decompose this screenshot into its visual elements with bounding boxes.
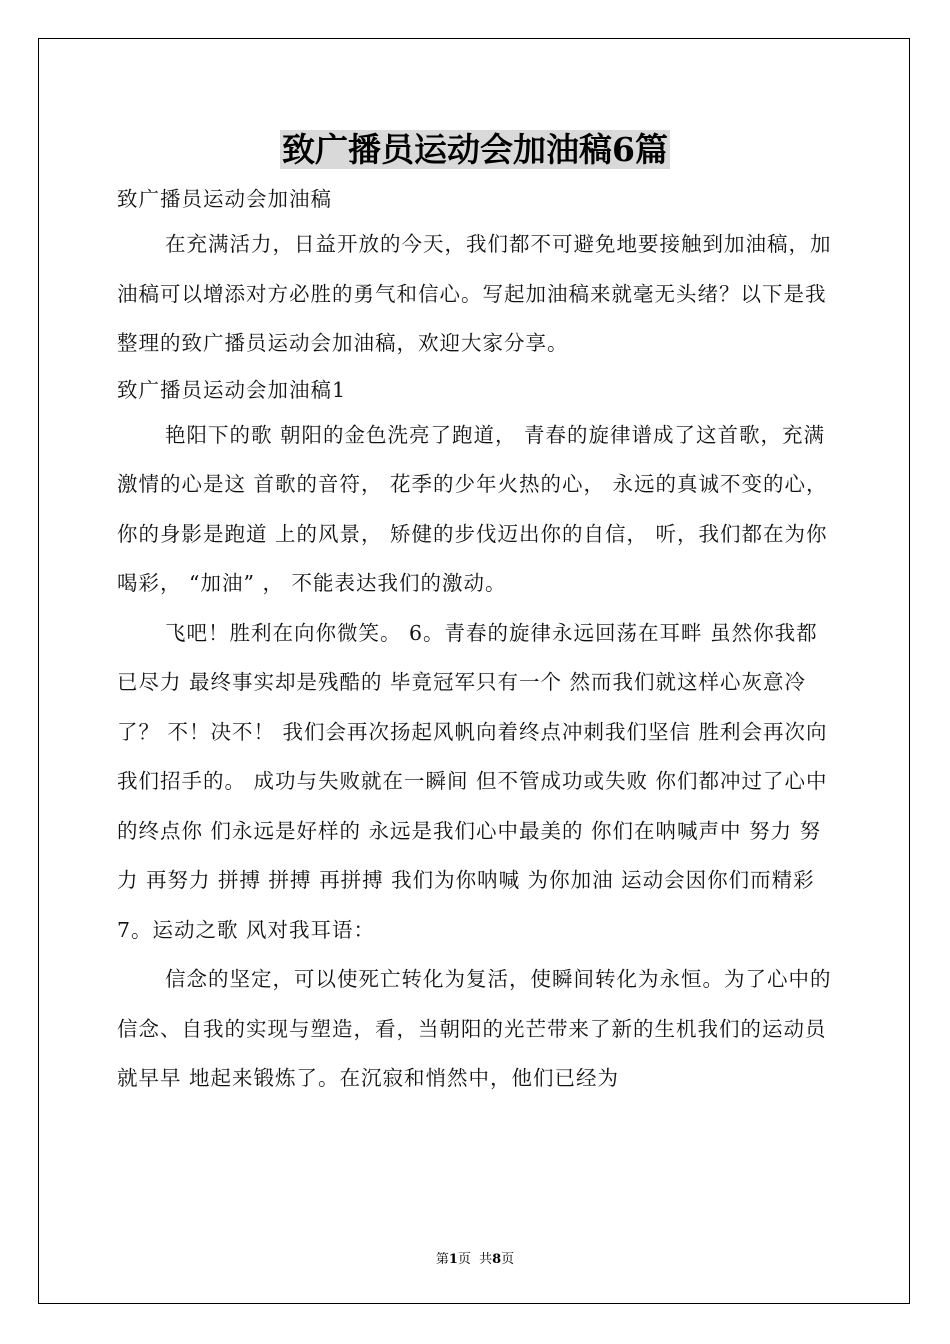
footer-page-suffix: 页 [457, 1252, 471, 1267]
section1-paragraph-1: 艳阳下的歌 朝阳的金色洗亮了跑道， 青春的旋律谱成了这首歌，充满激情的心是这 首歌的音符， 花季的少年火热的心， 永远的真诚不变的心， 你的身影是跑道 上的风景， 矫健的步伐迈出你的自信， 听，我们都在为你喝彩， “加油” ， 不能表达我们的激动。 [117, 422, 828, 595]
document-body [117, 178, 839, 1104]
intro-paragraph: 在充满活力，日益开放的今天，我们都不可避免地要接触到加油稿，加油稿可以增添对方必胜的勇气和信心。写起加油稿来就毫无头绪？以下是我整理的致广播员运动会加油稿，欢迎大家分享。 [117, 232, 832, 355]
footer-total-suffix: 页 [501, 1252, 515, 1267]
footer-page-prefix: 第 [435, 1252, 449, 1267]
section1-paragraph-3: 信念的坚定，可以使死亡转化为复活，使瞬间转化为永恒。为了心中的信念、自我的实现与塑造，看，当朝阳的光芒带来了新的生机我们的运动员就早早 地起来锻炼了。在沉寂和悄然中，他们已经为 [117, 967, 832, 1090]
footer-total-prefix: 共 [479, 1252, 493, 1267]
section1-paragraph-2: 飞吧！胜利在向你微笑。 6。青春的旋律永远回荡在耳畔 虽然你我都已尽力 最终事实却是残酷的 毕竟冠军只有一个 然而我们就这样心灰意冷了？ 不！决不！ 我们会再次扬起风帆向着终点冲刺我们坚信 胜利会再次向我们招手的。 成功与失败就在一瞬间 但不管成功或失败 你们都冲过了心中的终点你 们永远是好样的 永远是我们心中最美的 你们在呐喊声中 努力 努力 再努力 拼搏 拼搏 再拼搏 我们为你呐喊 为你加油 运动会因你们而精彩 7。运动之歌 风对我耳语： [117, 620, 828, 942]
intro-heading: 致广播员运动会加油稿 [117, 187, 332, 211]
section1-heading: 致广播员运动会加油稿1 [117, 377, 347, 402]
document-title-text: 致广播员运动会加油稿6篇 [282, 130, 668, 169]
document-title [0, 128, 950, 172]
footer-page-current: 1 [448, 1252, 458, 1267]
footer-page-total: 8 [492, 1252, 502, 1267]
page-footer [0, 1248, 950, 1267]
